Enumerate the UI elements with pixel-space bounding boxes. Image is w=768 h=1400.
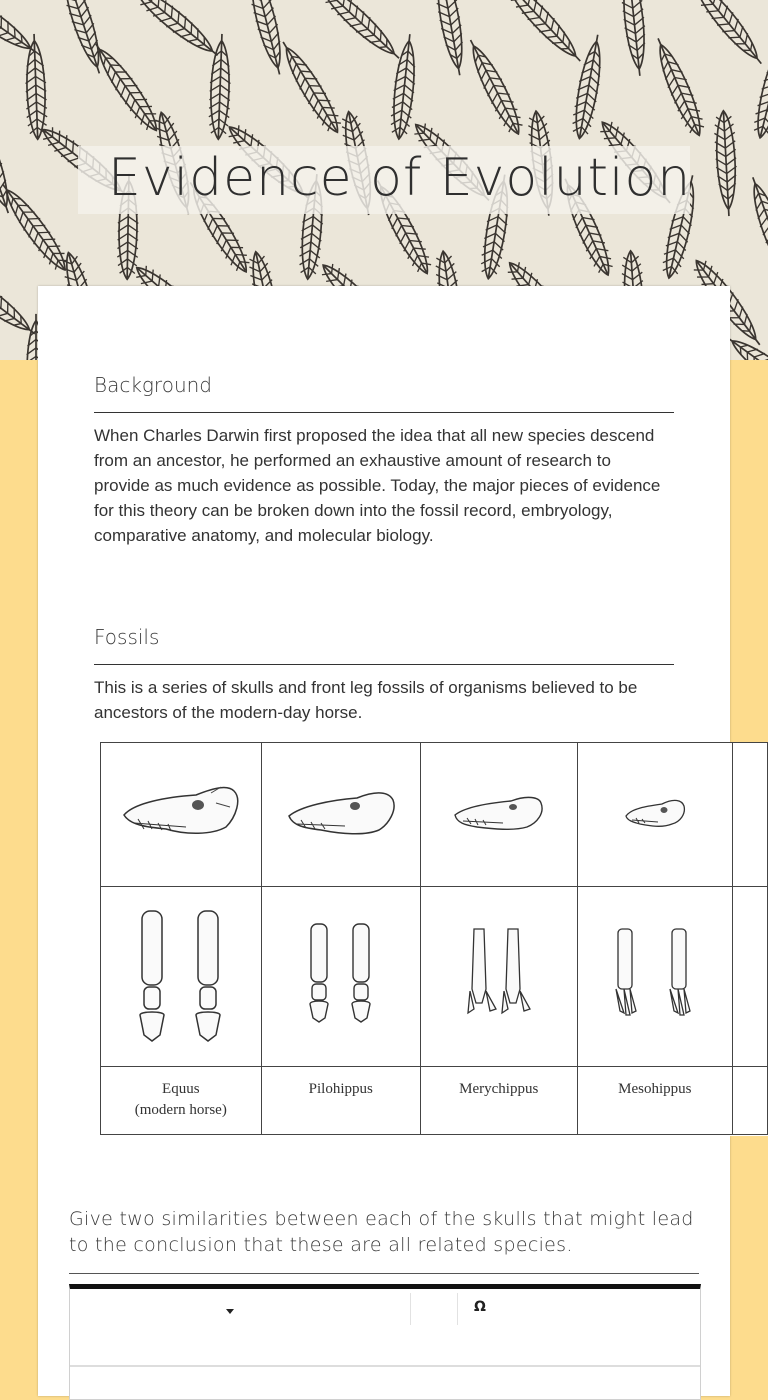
toolbar-separator [410,1293,411,1325]
toolbar-separator [457,1293,458,1325]
feather-icon [0,262,41,342]
leg-cell-partial [733,887,768,1067]
name-row [101,1067,768,1135]
feather-icon [315,0,406,66]
chevron-down-icon[interactable] [226,1309,234,1314]
species-name: Merychippus [459,1081,539,1097]
feather-icon [274,37,346,138]
species-name-cell [420,1067,577,1135]
background-heading: Background [94,373,212,397]
skull-drawing [449,783,549,843]
feather-icon [649,34,709,139]
feather-icon [619,0,650,77]
feather-icon [687,0,768,70]
leg-cell-merychippus [420,887,577,1067]
question-divider [69,1273,699,1274]
feather-icon [24,34,48,140]
skull-cell-merychippus [420,743,577,887]
species-name-cell [261,1067,420,1135]
leg-drawing [464,925,534,1025]
feather-icon [57,0,109,77]
species-name-cell [101,1067,262,1135]
question-prompt: Give two similarities between each of the skulls that might lead to the conclusion that these are all related species. [69,1208,694,1256]
species-subtitle: (modern horse) [134,1102,227,1118]
leg-cell-equus [101,887,262,1067]
skull-drawing [116,773,246,853]
feather-icon [244,0,289,77]
leg-row [101,887,768,1067]
skull-cell-mesohippus [577,743,732,887]
species-name: Pilohippus [308,1081,373,1097]
feather-icon [743,174,768,280]
fossil-table [100,742,768,1135]
species-name: Equus [162,1081,200,1097]
skull-cell-pilohippus [261,743,420,887]
species-name-cell [577,1067,732,1135]
feather-icon [713,110,739,216]
leg-drawing [301,920,381,1030]
skull-drawing [281,778,401,848]
species-name: Mesohippus [618,1081,692,1097]
fossils-divider [94,664,674,665]
skull-drawing [620,788,690,838]
leg-drawing [126,905,236,1045]
page-title: Evidence of Evolution [108,148,692,208]
leg-cell-mesohippus [577,887,732,1067]
leg-drawing [610,925,700,1025]
background-divider [94,412,674,413]
skull-cell-partial [733,743,768,887]
feather-icon [461,35,527,138]
feather-icon [431,0,469,77]
editor-divider [70,1365,700,1367]
skull-cell-equus [101,743,262,887]
species-name-cell-partial [733,1067,768,1135]
feather-icon [129,0,224,63]
feather-icon [87,38,164,136]
skull-row [101,743,768,887]
feather-icon [501,0,588,68]
background-text: When Charles Darwin first proposed the idea that all new species descend from an ancestor, he performed an exhaustive amount of research to provide as much evidence as possible. Today, the major pieces of evidence for this theory can be broken down into the fossil record, embryology, comparative anatomy, and molecular biology. [94,426,661,545]
fossils-text: This is a series of skulls and front leg fossils of organisms believed to be ancestors of the modern-day horse. [94,678,638,722]
leg-cell-pilohippus [261,887,420,1067]
fossil-figure [100,742,768,1136]
feather-icon [750,33,768,140]
fossils-heading: Fossils [94,625,160,649]
editor-toolbar [70,1289,700,1327]
special-character-icon[interactable]: Ω [474,1299,486,1315]
answer-editor[interactable] [69,1284,701,1400]
feather-icon [0,179,73,276]
